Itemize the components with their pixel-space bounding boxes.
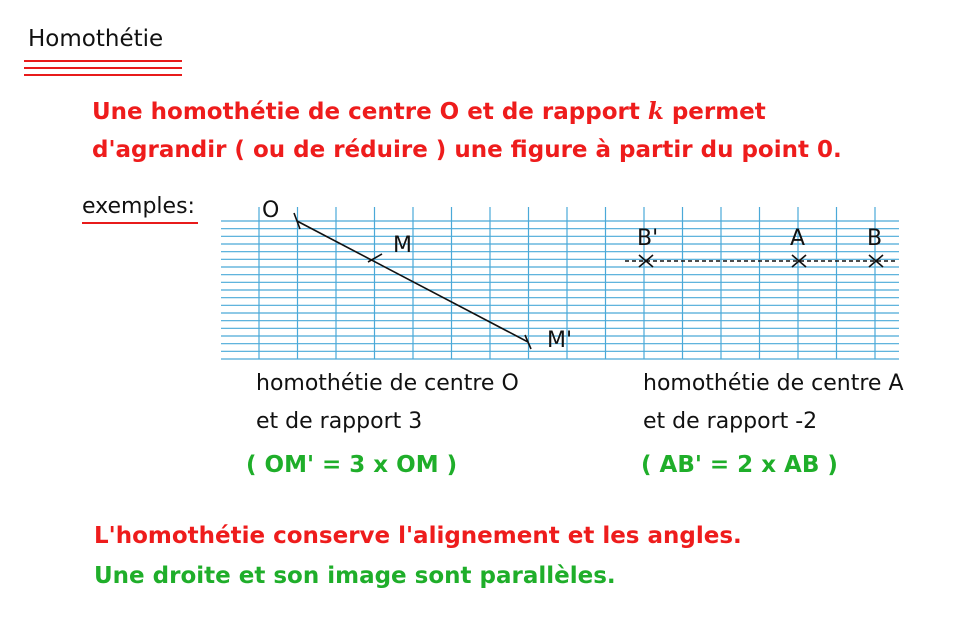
point-label-m-prime: M': [547, 328, 573, 353]
point-label-b: B: [867, 226, 883, 251]
example1-caption-line-1: homothétie de centre O: [256, 371, 519, 396]
point-label-a: A: [790, 226, 806, 251]
definition-text-start: Une homothétie de centre O et de rapport: [92, 99, 640, 125]
point-label-b-prime: B': [637, 226, 659, 251]
example1-caption-line-2: et de rapport 3: [256, 409, 423, 434]
example2-caption-line-1: homothétie de centre A: [643, 371, 904, 396]
page-title: Homothétie: [28, 26, 164, 52]
examples-label: exemples:: [82, 194, 195, 219]
conclusion-line-1: L'homothétie conserve l'alignement et les angles.: [94, 523, 742, 549]
definition-text-end: permet: [671, 99, 766, 125]
point-label-m: M: [393, 233, 412, 258]
definition-k-symbol: k: [647, 98, 664, 125]
definition-line-2: d'agrandir ( ou de réduire ) une figure à partir du point 0.: [92, 137, 842, 163]
example2-formula: ( AB' = 2 x AB ): [641, 452, 838, 478]
point-label-o: O: [262, 198, 280, 223]
example2-caption-line-2: et de rapport -2: [643, 409, 818, 434]
conclusion-line-2: Une droite et son image sont parallèles.: [94, 563, 616, 589]
example1-formula: ( OM' = 3 x OM ): [246, 452, 458, 478]
